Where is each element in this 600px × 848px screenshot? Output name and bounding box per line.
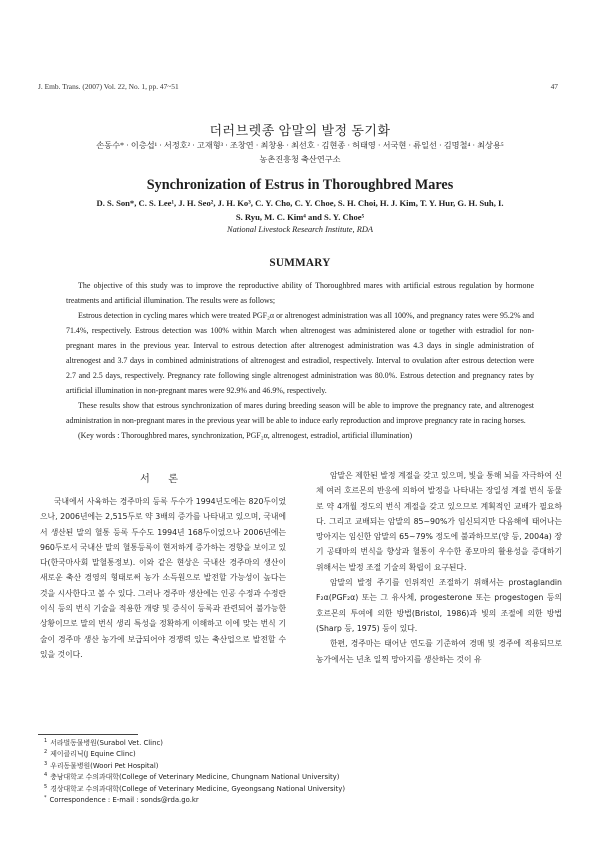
body-column-right [316, 468, 562, 667]
footnote [44, 784, 345, 795]
body-paragraph: 암말은 제한된 발정 계절을 갖고 있으며, 빛을 통해 뇌를 자극하여 신체 여러 호르몬의 반응에 의하여 발정을 나타내는 장일성 계절 번식 동물로 약 4개월 정도의 번식 계절을 갖고 있으므로 계획적인 교배가 필요하다. 그리고 교배되는 암말의 85~90%가 임신되지만 다음해에 태어나는 망아지는 임신한 암말의 65~79% 정도에 불과하므로(양 등, 2004a) 장기 공태마의 번식을 향상과 혈통이 우수한 종모마의 활용성을 증대하기 위해서는 발정 조절 기술의 확립이 요구된다. [316, 471, 562, 572]
body-paragraph: 암말의 발정 주기를 인위적인 조절하기 위해서는 prostaglandin F₂α(PGF₂α) 또는 그 유사체, progesterone 또는 progestogen 등의 호르몬의 투여에 의한 방법(Bristol, 1986)과 빛의 조절에 의한 방법(Sharp 등, 1975) 등이 있다. [316, 578, 562, 633]
footnote-mark: 2 [44, 749, 48, 756]
journal-header [38, 82, 558, 91]
footnote-mark: 5 [44, 783, 48, 790]
footnote-mark: 3 [44, 760, 48, 767]
footnotes [44, 738, 345, 807]
footnote-text: 경상대학교 수의과대학(College of Veterinary Medicine, Gyeongsang National University) [50, 784, 346, 793]
abstract-paragraph: Estrous detection in cycling mares which were treated PGF₂α or altrenogest administration was all 100%, and pregnancy rates were 95.2% and 71.4%, respectively. Estrous detection was 100% within March when altrenogest was administered alone or together with estradiol for non-pregnant mares in the previous year. Interval to estrous detection after altrenogest administration was 4.3 days in single administration of altrenogest and 3.7 days in combined administrations of altrenogest and estradiol, respectively. Interval to ovulation after estrous detection were 2.7 and 2.5 days, respectively. Pregnancy rate following single altrenogest administration was 80.0%. Estrous detection and pregnancy rates by artificial illumination in non-pregnant mares were 92.9% and 46.9%, respectively. [66, 310, 534, 395]
footnote-text: 서라벌동물병원(Surabol Vet. Clinc) [50, 739, 163, 747]
body-column-left [40, 494, 286, 662]
footnote-mark: 1 [44, 737, 48, 744]
abstract-paragraph: The objective of this study was to improve the reproductive ability of Thoroughbred mares with artificial estrous regulation by hormone treatments and artificial illumination. The results were as follows; [66, 281, 534, 305]
page-number: 47 [550, 82, 558, 91]
abstract [66, 279, 534, 443]
footnote-text: 제이클리닉(J Equine Clinc) [50, 750, 136, 759]
journal-citation: J. Emb. Trans. (2007) Vol. 22, No. 1, pp. 47~51 [38, 82, 179, 91]
english-authors: D. S. Son*, C. S. Lee¹, J. H. Seo², J. H. Ko³, C. Y. Cho, C. Y. Choe, S. H. Choi, H. J. Kim, T. Y. Hur, G. H. Suh, I. S. Ryu, M. C. Kim⁴ and S. Y. Choe⁵ [96, 198, 504, 222]
summary-heading: SUMMARY [269, 257, 331, 269]
footnote [44, 772, 345, 783]
footnote-text: Correspondence : E-mail : sonds@rda.go.kr [49, 796, 199, 805]
korean-institution: 농촌진흥청 축산연구소 [259, 155, 341, 164]
footnote [44, 795, 345, 806]
footnote-text: 충남대학교 수의과대학(College of Veterinary Medicine, Chungnam National University) [50, 773, 340, 782]
body-paragraph: 국내에서 사육하는 경주마의 등록 두수가 1994년도에는 820두이었으나, 2006년에는 2,515두로 약 3배의 증가를 나타내고 있으며, 국내에서 생산된 말의 혈통 등록 두수도 1994년 168두이었으나 2006년에는 960두로서 국내산 말의 혈통등록이 현저하게 증가하는 경향을 보이고 있다(한국마사회 말혈통정보). 이와 같은 현상은 국내산 경주마의 생산이 새로운 축산 경영의 형태로써 농가 소득원으로 발전할 가능성이 높다는 것을 시사한다고 볼 수 있다. 그러나 경주마 생산에는 인공 수정과 수정란 이식 등의 번식 기술을 적용한 개량 및 증식이 등록과 관련되어 불가능한 상황이므로 말의 번식 생리 특성을 정확하게 이해하고 이에 맞는 번식 기술이 경주마 생산 농가에 보급되어야 경쟁력 있는 축산업으로 발전할 수 있을 것이다. [40, 497, 286, 659]
footnote [44, 738, 345, 749]
korean-authors: 손동수* · 이층섭¹ · 서정호² · 고재형³ · 조창연 · 최창용 · 최선호 · 김현종 · 허태영 · 서국현 · 류일선 · 김명철⁴ · 최상용⁵ [96, 141, 504, 150]
footnote-mark: 4 [44, 772, 48, 779]
footnote-text: 우리동물병원(Woori Pet Hospital) [50, 761, 159, 770]
korean-title: 더러브렛종 암말의 발정 동기화 [209, 123, 391, 138]
english-title: Synchronization of Estrus in Thoroughbred Mares [146, 177, 454, 193]
abstract-paragraph: These results show that estrous synchronization of mares during breeding season will be able to improve the pregnancy rate, and altrenogest administration in non-pregnant mares in the previous year will be able to induce early reproduction and improve pregnancy rate in racing horses. [66, 400, 534, 425]
section-heading-introduction: 서 론 [140, 474, 186, 485]
footnote [44, 749, 345, 760]
body-paragraph: 한편, 경주마는 태어난 연도를 기준하여 경매 및 경주에 적용되므로 농가에서는 년초 일찍 망아지를 생산하는 것이 유 [316, 639, 562, 664]
footnote-mark: * [44, 794, 47, 801]
key-words: (Key words : Thoroughbred mares, synchronization, PGF₂α, altrenogest, estradiol, artificial illumination) [78, 430, 413, 440]
footnote-divider [38, 734, 138, 735]
footnote [44, 761, 345, 772]
english-institution: National Livestock Research Institute, RDA [227, 225, 373, 234]
